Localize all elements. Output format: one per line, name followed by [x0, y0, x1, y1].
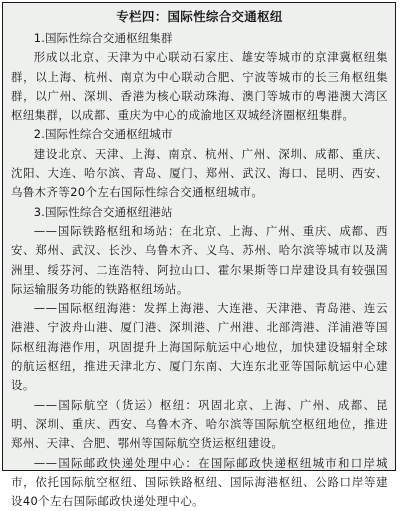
- air-cargo-hubs-paragraph: ——国际航空（货运）枢纽：巩固北京、上海、广州、成都、昆明、深圳、重庆、西安、乌鲁木齐、哈尔滨等国际航空枢纽地位，推进郑州、天津、合肥、鄂州等国际航空货运枢纽建设。: [11, 397, 388, 451]
- box-title: 专栏四：国际性综合交通枢纽: [116, 9, 283, 24]
- sidebar-box: [2, 2, 396, 509]
- section-2-heading: 2.国际性综合交通枢纽城市: [33, 127, 173, 142]
- section-3-heading: 3.国际性综合交通枢纽港站: [33, 204, 173, 219]
- section-1-paragraph: 形成以北京、天津为中心联动石家庄、雄安等城市的京津冀枢纽集群，以上海、杭州、南京为中心联动合肥、宁波等城市的长三角枢纽集群，以广州、深圳、香港为核心联动珠海、澳门等城市的粤港澳大湾区枢纽集群，以成都、重庆为中心的成渝地区双城经济圈枢纽集群。: [11, 50, 388, 123]
- postal-express-centers-paragraph: ——国际邮政快递处理中心：在国际邮政快递枢纽城市和口岸城市，依托国际航空枢纽、国际铁路枢纽、国际海港枢纽、公路口岸等建设40个左右国际邮政快递处理中心。: [11, 455, 388, 509]
- railway-hubs-paragraph: ——国际铁路枢纽和场站：在北京、上海、广州、重庆、成都、西安、郑州、武汉、长沙、乌鲁木齐、义乌、苏州、哈尔滨等城市以及满洲里、绥芬河、二连浩特、阿拉山口、霍尔果斯等口岸建设具有较强国际运输服务功能的铁路枢纽场站。: [11, 223, 388, 296]
- section-1-heading: 1.国际性综合交通枢纽集群: [33, 31, 173, 45]
- section-2-paragraph: 建设北京、天津、上海、南京、杭州、广州、深圳、成都、重庆、沈阳、大连、哈尔滨、青岛、厦门、郑州、武汉、海口、昆明、西安、乌鲁木齐等20个左右国际性综合交通枢纽城市。: [11, 146, 388, 200]
- seaport-hubs-paragraph: ——国际枢纽海港：发挥上海港、大连港、天津港、青岛港、连云港港、宁波舟山港、厦门港、深圳港、广州港、北部湾港、洋浦港等国际枢纽海港作用，巩固提升上海国际航运中心地位，加快建设辐射全球的航运枢纽，推进天津北方、厦门东南、大连东北亚等国际航运中心建设。: [11, 301, 388, 393]
